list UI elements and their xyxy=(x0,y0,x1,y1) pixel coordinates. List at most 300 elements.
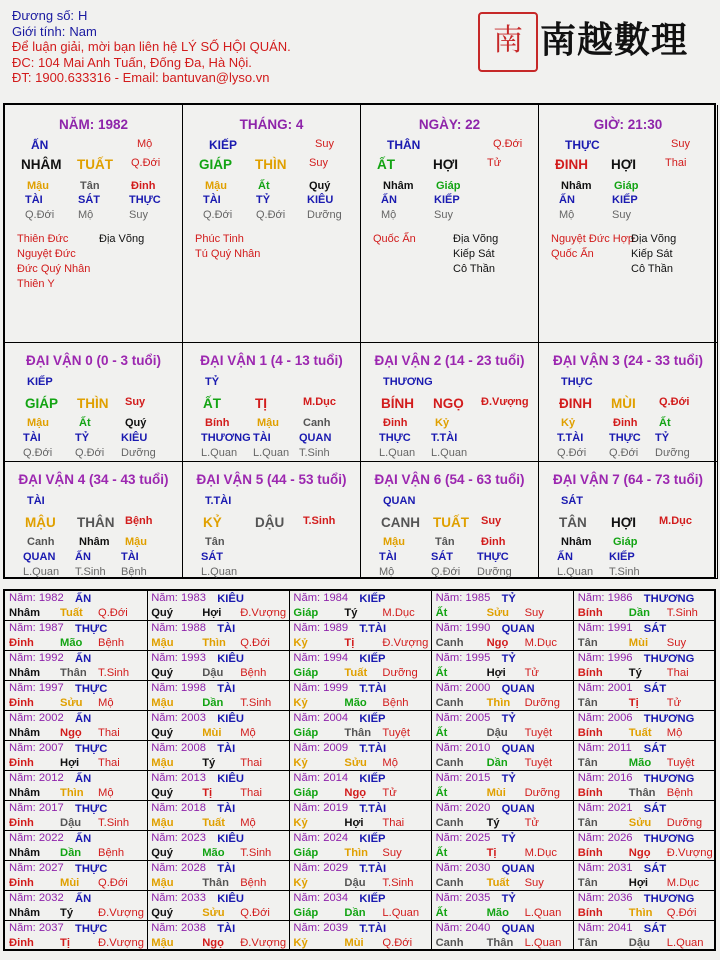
hidden-than: THỰC xyxy=(609,432,641,444)
star-list-left xyxy=(17,232,90,292)
year-cell xyxy=(147,711,290,741)
year-cell xyxy=(147,771,290,801)
year-can: Mậu xyxy=(151,757,174,769)
year-than: TỶ xyxy=(501,773,516,785)
year-label: Năm: 1994 xyxy=(293,652,349,664)
hidden-phase: Q.Đới xyxy=(23,447,53,459)
dai-van-cell xyxy=(183,343,361,462)
year-label: Năm: 2020 xyxy=(435,802,491,814)
year-label: Năm: 2030 xyxy=(435,862,491,874)
year-label: Năm: 2018 xyxy=(151,802,206,814)
hidden-can: Bính xyxy=(205,417,230,429)
hidden-than: ẤN xyxy=(381,194,397,206)
year-can: Canh xyxy=(435,817,464,829)
year-than: THƯƠNG xyxy=(643,773,695,785)
year-than: QUAN xyxy=(501,923,535,935)
dai-van-than-top: TÀI xyxy=(27,495,45,507)
year-than: QUAN xyxy=(501,743,535,755)
pillar-than-top: ẤN xyxy=(31,138,49,152)
year-than: T.TÀI xyxy=(359,623,387,635)
year-cell xyxy=(289,591,432,621)
year-cell xyxy=(574,741,717,771)
year-can: Giáp xyxy=(293,787,319,799)
hidden-than: TÀI xyxy=(253,432,271,444)
year-chi: Tý xyxy=(202,757,216,769)
year-phase: Bệnh xyxy=(98,637,125,649)
year-chi: Mão xyxy=(486,907,509,919)
dai-van-chi: HỢI xyxy=(611,515,637,530)
year-can: Canh xyxy=(435,757,464,769)
hidden-than: T.TÀI xyxy=(557,432,584,444)
year-label: Năm: 2036 xyxy=(577,892,633,904)
year-cell xyxy=(574,801,717,831)
dai-van-title: ĐẠI VẬN 7 (64 - 73 tuổi) xyxy=(552,472,704,487)
year-than: ẤN xyxy=(75,893,92,905)
year-cell xyxy=(147,921,290,951)
year-phase: L.Quan xyxy=(382,907,420,919)
dai-van-phase: Suy xyxy=(481,515,502,527)
hidden-phase: T.Sinh xyxy=(609,566,640,578)
year-than: KIÊU xyxy=(217,773,244,785)
hidden-than: THỰC xyxy=(129,194,161,206)
hidden-can: Mậu xyxy=(383,536,405,548)
year-label: Năm: 1993 xyxy=(151,652,206,664)
hidden-can: Giáp xyxy=(614,180,639,192)
year-chi: Dậu xyxy=(202,667,224,679)
star-list-right xyxy=(631,232,676,277)
year-label: Năm: 2004 xyxy=(293,712,349,724)
year-than: THỰC xyxy=(75,863,108,875)
year-can: Ất xyxy=(435,607,448,619)
year-than: KIÊU xyxy=(217,713,244,725)
hidden-can: Ất xyxy=(659,417,671,429)
dai-van-can: GIÁP xyxy=(25,396,59,411)
hidden-phase: Mộ xyxy=(78,209,94,221)
year-chi: Ngọ xyxy=(344,787,367,799)
year-cell xyxy=(147,681,290,711)
year-can: Mậu xyxy=(151,877,174,889)
year-label: Năm: 1991 xyxy=(577,622,633,634)
dai-van-can: ẤT xyxy=(203,396,221,411)
year-cell xyxy=(432,921,575,951)
dai-van-phase: M.Dục xyxy=(659,515,692,527)
star-tag: Đức Quý Nhân xyxy=(17,263,91,275)
year-than: THỰC xyxy=(75,623,108,635)
year-chi: Hợi xyxy=(628,877,648,889)
year-cell xyxy=(574,591,717,621)
year-phase: T.Sinh xyxy=(382,877,414,889)
year-chi: Thân xyxy=(202,877,229,889)
pillar-phase-top: Q.Đới xyxy=(493,138,523,150)
year-label: Năm: 2022 xyxy=(9,832,64,844)
year-than: QUAN xyxy=(501,623,535,635)
year-phase: Thai xyxy=(240,757,262,769)
year-cell xyxy=(574,681,717,711)
dai-van-phase: Bệnh xyxy=(125,515,153,527)
year-can: Tân xyxy=(577,937,598,949)
pillar-cell xyxy=(5,105,183,343)
year-label: Năm: 2011 xyxy=(577,742,632,754)
dai-van-cell xyxy=(361,462,539,579)
year-phase: Bệnh xyxy=(98,847,125,859)
pillar-cell xyxy=(183,105,361,343)
hidden-phase: Mộ xyxy=(379,566,395,578)
year-label: Năm: 1998 xyxy=(151,682,206,694)
dai-van-than-top: QUAN xyxy=(383,495,416,507)
year-label: Năm: 2007 xyxy=(9,742,64,754)
hidden-can: Nhâm xyxy=(561,536,592,548)
year-cell xyxy=(147,831,290,861)
year-phase: Q.Đới xyxy=(382,937,413,949)
dai-van-than-top: KIẾP xyxy=(27,376,53,388)
year-phase: Thai xyxy=(666,667,689,679)
year-can: Kỷ xyxy=(293,697,308,709)
year-than: T.TÀI xyxy=(359,863,387,875)
star-tag: Phúc Tinh xyxy=(195,233,244,245)
year-can: Kỷ xyxy=(293,817,308,829)
year-than: SÁT xyxy=(643,923,667,935)
hidden-phase: L.Quan xyxy=(23,566,60,578)
year-cell xyxy=(574,891,717,921)
hidden-phase: Suy xyxy=(434,209,453,221)
hidden-phase: L.Quan xyxy=(379,447,416,459)
dai-van-can: CANH xyxy=(381,515,420,530)
year-label: Năm: 1985 xyxy=(435,592,491,604)
dai-van-phase: Suy xyxy=(125,396,146,408)
year-than: SÁT xyxy=(643,863,667,875)
year-phase: T.Sinh xyxy=(666,607,698,619)
hidden-than: TÀI xyxy=(121,551,139,563)
star-tag: Thiên Y xyxy=(17,278,55,290)
year-label: Năm: 1999 xyxy=(293,682,349,694)
pillar-than-top: THÂN xyxy=(387,138,421,152)
year-cell xyxy=(432,771,575,801)
year-cell xyxy=(289,771,432,801)
year-can: Mậu xyxy=(151,697,174,709)
year-than: KIÊU xyxy=(217,833,244,845)
year-chi: Ngọ xyxy=(60,727,82,739)
year-than: ẤN xyxy=(75,713,92,725)
dai-van-chi: DẬU xyxy=(255,515,285,530)
hidden-than: TỶ xyxy=(655,432,670,444)
year-chi: Tý xyxy=(344,607,358,619)
hidden-phase: Q.Đới xyxy=(203,209,233,221)
year-than: KIẾP xyxy=(359,653,386,665)
dai-van-chi: TỊ xyxy=(255,396,267,411)
star-tag: Địa Võng xyxy=(99,233,145,245)
dai-van-chi: THÂN xyxy=(77,515,115,530)
year-phase: Tử xyxy=(382,787,397,799)
year-cell xyxy=(289,711,432,741)
gioi-tinh-label: Giới tính: xyxy=(12,23,66,39)
brand-logo: 南越數理 xyxy=(540,19,689,61)
year-than: T.TÀI xyxy=(359,743,387,755)
year-phase: Mộ xyxy=(240,817,256,829)
hidden-can: Mậu xyxy=(27,180,49,192)
hidden-can: Tân xyxy=(205,536,225,548)
year-than: TỶ xyxy=(501,653,516,665)
year-can: Đinh xyxy=(9,697,34,709)
year-can: Quý xyxy=(151,667,173,679)
year-phase: Mộ xyxy=(98,697,114,709)
year-chi: Tý xyxy=(486,817,500,829)
hidden-than: TÀI xyxy=(25,194,43,206)
year-phase: L.Quan xyxy=(524,907,562,919)
duong-so-label: Đương số: xyxy=(12,8,75,23)
star-tag: Thiên Đức xyxy=(17,233,69,245)
year-than: THƯƠNG xyxy=(643,593,695,605)
hidden-can: Canh xyxy=(27,536,55,548)
year-phase: Bệnh xyxy=(240,667,267,679)
pillar-than-top: KIẾP xyxy=(209,138,238,152)
year-label: Năm: 1995 xyxy=(435,652,491,664)
year-phase: Q.Đới xyxy=(666,907,697,919)
year-can: Giáp xyxy=(293,607,319,619)
pillar-can: ẤT xyxy=(377,157,395,172)
hidden-phase: T.Sinh xyxy=(299,447,330,459)
year-phase: Tuyệt xyxy=(524,727,553,739)
year-can: Ất xyxy=(435,847,448,859)
year-than: THƯƠNG xyxy=(643,893,695,905)
hidden-can: Quý xyxy=(125,417,147,429)
hidden-than: ẤN xyxy=(559,194,575,206)
star-list-left xyxy=(373,232,416,247)
hidden-phase: Dưỡng xyxy=(307,209,342,221)
year-can: Nhâm xyxy=(9,607,41,619)
year-cell xyxy=(574,651,717,681)
year-label: Năm: 2010 xyxy=(435,742,491,754)
year-than: TỶ xyxy=(501,833,516,845)
dai-van-can: KỶ xyxy=(203,515,222,530)
year-than: SÁT xyxy=(643,683,667,695)
year-chi: Dần xyxy=(344,907,366,919)
year-chi: Sửu xyxy=(344,757,367,769)
year-phase: M.Dục xyxy=(382,607,415,619)
year-than: KIÊU xyxy=(217,893,244,905)
year-than: KIẾP xyxy=(359,773,386,785)
year-phase: Suy xyxy=(524,877,544,889)
year-chi: Mùi xyxy=(60,877,80,889)
hidden-phase: L.Quan xyxy=(557,566,594,578)
year-than: TỶ xyxy=(501,893,516,905)
year-can: Ất xyxy=(435,727,448,739)
dai-van-phase: Q.Đới xyxy=(659,396,690,408)
year-label: Năm: 2009 xyxy=(293,742,349,754)
hidden-phase: Q.Đới xyxy=(25,209,55,221)
dai-van-chi: THÌN xyxy=(77,396,109,411)
year-label: Năm: 1983 xyxy=(151,592,206,604)
year-phase: T.Sinh xyxy=(98,667,130,679)
star-tag: Cô Thần xyxy=(453,263,495,275)
dai-van-cell xyxy=(539,343,718,462)
dai-van-title: ĐẠI VẬN 0 (0 - 3 tuổi) xyxy=(25,353,161,368)
dai-van-than-top: THỰC xyxy=(561,376,593,388)
year-can: Quý xyxy=(151,907,173,919)
year-phase: Tuyệt xyxy=(382,727,410,739)
hidden-can: Mậu xyxy=(27,417,49,429)
star-tag: Địa Võng xyxy=(453,233,499,245)
year-chi: Dần xyxy=(202,697,224,709)
year-cell xyxy=(5,681,148,711)
year-can: Đinh xyxy=(9,877,34,889)
pillar-phase-top: Suy xyxy=(315,138,334,150)
year-chi: Dậu xyxy=(486,727,508,739)
year-can: Bính xyxy=(577,727,603,739)
year-chi: Tị xyxy=(344,637,355,649)
star-list-right xyxy=(99,232,144,247)
year-can: Bính xyxy=(577,607,603,619)
year-chi: Tý xyxy=(628,667,642,679)
year-phase: Suy xyxy=(666,637,687,649)
year-label: Năm: 1988 xyxy=(151,622,206,634)
year-chi: Thìn xyxy=(344,847,369,859)
year-than: QUAN xyxy=(501,803,535,815)
year-chi: Tị xyxy=(202,787,213,799)
year-chi: Tuất xyxy=(486,877,510,889)
year-label: Năm: 1984 xyxy=(293,592,349,604)
star-tag: Quốc Ấn xyxy=(551,248,594,260)
year-phase: Thai xyxy=(98,727,120,739)
year-label: Năm: 2029 xyxy=(293,862,349,874)
year-label: Năm: 2023 xyxy=(151,832,206,844)
dai-van-cell xyxy=(539,462,718,579)
year-than: THƯƠNG xyxy=(643,653,695,665)
year-than: SÁT xyxy=(643,623,667,635)
year-than: TỶ xyxy=(501,593,516,605)
year-cell xyxy=(5,831,148,861)
year-phase: Mộ xyxy=(98,787,114,799)
hidden-phase: Q.Đới xyxy=(609,447,639,459)
dai-van-phase: M.Dục xyxy=(303,396,336,408)
year-can: Nhâm xyxy=(9,727,41,739)
dai-van-can: MẬU xyxy=(25,515,56,530)
year-label: Năm: 2026 xyxy=(577,832,633,844)
year-chi: Hợi xyxy=(202,607,222,619)
year-can: Bính xyxy=(577,787,603,799)
hidden-than: ẤN xyxy=(557,551,573,563)
dai-van-than-top: TỶ xyxy=(205,376,220,388)
year-grid xyxy=(3,589,716,951)
phone-line: ĐT: 1900.633316 - Email: bantuvan@lyso.vn xyxy=(12,70,270,85)
year-can: Bính xyxy=(577,847,603,859)
hidden-can: Ất xyxy=(79,417,91,429)
year-phase: Dưỡng xyxy=(524,787,560,799)
year-than: SÁT xyxy=(643,743,667,755)
year-chi: Dậu xyxy=(60,817,82,829)
dai-van-title: ĐẠI VẬN 2 (14 - 23 tuổi) xyxy=(374,353,525,368)
dai-van-chi: TUẤT xyxy=(433,515,469,530)
year-than: ẤN xyxy=(75,773,92,785)
year-phase: Mộ xyxy=(666,727,683,739)
year-can: Kỷ xyxy=(293,937,308,949)
year-chi: Thìn xyxy=(202,637,226,649)
year-phase: Đ.Vượng xyxy=(382,637,429,649)
year-chi: Mão xyxy=(60,637,83,649)
year-chi: Dần xyxy=(628,607,650,619)
hidden-can: Nhâm xyxy=(79,536,110,548)
pillar-can: NHÂM xyxy=(21,157,62,172)
year-cell xyxy=(5,621,148,651)
year-chi: Dậu xyxy=(628,937,650,949)
year-phase: M.Dục xyxy=(666,877,700,889)
year-phase: M.Dục xyxy=(524,637,557,649)
year-cell xyxy=(147,591,290,621)
year-cell xyxy=(432,711,575,741)
year-cell xyxy=(5,741,148,771)
year-can: Bính xyxy=(577,907,603,919)
star-tag: Nguyệt Đức xyxy=(17,248,76,260)
year-label: Năm: 1989 xyxy=(293,622,349,634)
year-than: TỶ xyxy=(501,713,516,725)
star-tag: Quốc Ấn xyxy=(373,233,416,245)
year-than: THỰC xyxy=(75,683,108,695)
year-chi: Thân xyxy=(344,727,372,739)
year-label: Năm: 1986 xyxy=(577,592,633,604)
year-cell xyxy=(432,741,575,771)
hidden-can: Mậu xyxy=(205,180,227,192)
pillar-chi: THÌN xyxy=(255,157,287,172)
pillar-phase-top: Suy xyxy=(671,138,690,150)
year-label: Năm: 2035 xyxy=(435,892,491,904)
year-than: TÀI xyxy=(217,923,236,935)
dai-van-title: ĐẠI VẬN 4 (34 - 43 tuổi) xyxy=(18,472,169,487)
year-chi: Mùi xyxy=(202,727,222,739)
star-tag: Cô Thần xyxy=(631,263,673,275)
year-phase: Mộ xyxy=(240,727,256,739)
year-chi: Thìn xyxy=(60,787,84,799)
year-than: KIẾP xyxy=(359,893,386,905)
year-label: Năm: 2002 xyxy=(9,712,64,724)
year-can: Ất xyxy=(435,787,448,799)
year-than: ẤN xyxy=(75,653,92,665)
hidden-phase: T.Sinh xyxy=(75,566,106,578)
year-label: Năm: 1982 xyxy=(9,592,64,604)
year-than: THỰC xyxy=(75,803,108,815)
star-tag: Nguyệt Đức Hợp xyxy=(551,233,635,245)
year-label: Năm: 2027 xyxy=(9,862,64,874)
year-phase: L.Quan xyxy=(666,937,704,949)
year-phase: Q.Đới xyxy=(98,877,128,889)
year-chi: Mão xyxy=(628,757,652,769)
hidden-than: TÀI xyxy=(379,551,397,563)
year-chi: Mùi xyxy=(344,937,364,949)
hidden-phase: Dưỡng xyxy=(121,447,156,459)
year-label: Năm: 2003 xyxy=(151,712,206,724)
year-than: TÀI xyxy=(217,863,236,875)
dai-van-than-top: T.TÀI xyxy=(205,495,232,507)
year-than: ẤN xyxy=(75,593,92,605)
year-chi: Mão xyxy=(202,847,225,859)
hidden-can: Kỷ xyxy=(435,417,450,429)
year-chi: Tuất xyxy=(202,817,225,829)
year-label: Năm: 2015 xyxy=(435,772,491,784)
year-phase: Đ.Vượng xyxy=(240,607,287,619)
pillar-title: THÁNG: 4 xyxy=(239,117,304,132)
pillar-phase: Tử xyxy=(487,157,502,169)
hidden-can: Giáp xyxy=(613,536,638,548)
year-phase: Đ.Vượng xyxy=(240,937,287,949)
year-label: Năm: 2017 xyxy=(9,802,64,814)
year-chi: Dần xyxy=(486,757,508,769)
year-than: TÀI xyxy=(217,683,236,695)
year-label: Năm: 2028 xyxy=(151,862,206,874)
year-cell xyxy=(432,621,575,651)
year-phase: Thai xyxy=(382,817,405,829)
pillar-phase-top: Mộ xyxy=(137,138,153,150)
year-cell xyxy=(432,651,575,681)
year-than: QUAN xyxy=(501,683,535,695)
hidden-than: KIÊU xyxy=(307,194,334,206)
